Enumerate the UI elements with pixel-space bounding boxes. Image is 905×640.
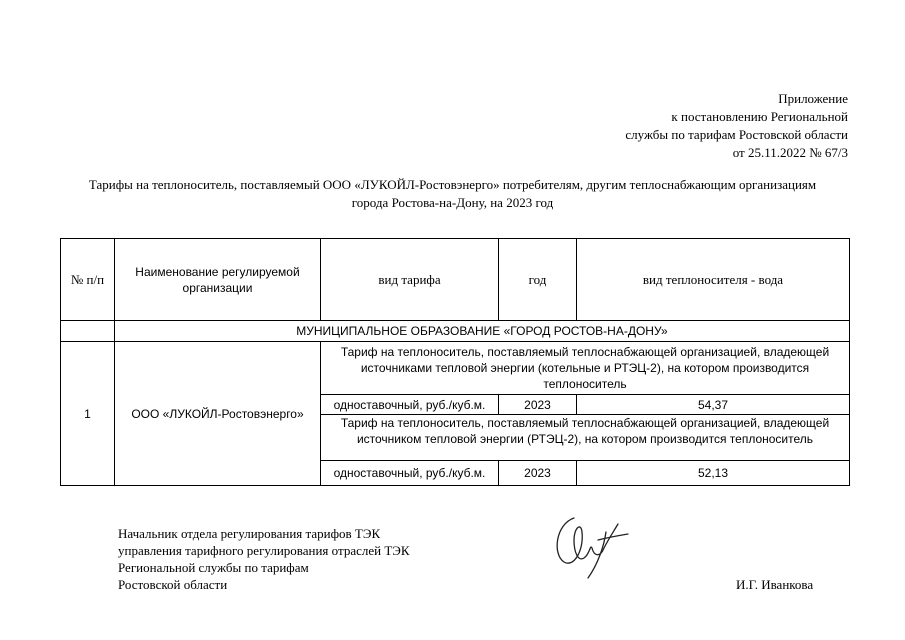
signature-position-block xyxy=(118,525,410,593)
position-line-2: управления тарифного регулирования отраслей ТЭК xyxy=(118,543,410,558)
tariff-type-2: одноставочный, руб./куб.м. xyxy=(321,461,499,486)
tariff-type-1: одноставочный, руб./куб.м. xyxy=(321,395,499,415)
appendix-line-4: от 25.11.2022 № 67/3 xyxy=(732,145,848,160)
tariff-year-1: 2023 xyxy=(499,395,577,415)
handwritten-signature xyxy=(548,510,638,582)
document-title xyxy=(40,176,865,212)
tariff-value-1: 54,37 xyxy=(577,395,850,415)
position-line-4: Ростовской области xyxy=(118,577,228,592)
header-year: год xyxy=(499,239,577,321)
tariff-description-1: Тариф на теплоноситель, поставляемый теплоснабжающей организацией, владеющей источниками тепловой энергии (котельные и РТЭЦ-2), на котором производится теплоноситель xyxy=(321,342,850,395)
appendix-line-2: к постановлению Региональной xyxy=(671,109,848,124)
tariff-year-2: 2023 xyxy=(499,461,577,486)
header-org: Наименование регулируемой организации xyxy=(115,239,321,321)
header-row xyxy=(61,239,850,321)
position-line-1: Начальник отдела регулирования тарифов ТЭК xyxy=(118,526,381,541)
section-title: МУНИЦИПАЛЬНОЕ ОБРАЗОВАНИЕ «ГОРОД РОСТОВ-НА-ДОНУ» xyxy=(115,321,850,342)
row-organization: ООО «ЛУКОЙЛ-Ростовэнерго» xyxy=(115,342,321,486)
appendix-block xyxy=(625,90,848,162)
tariff-description-2: Тариф на теплоноситель, поставляемый теплоснабжающей организацией, владеющей источником тепловой энергии (РТЭЦ-2), на котором производится теплоноситель xyxy=(321,415,850,461)
header-num: № п/п xyxy=(61,239,115,321)
title-line-2: города Ростова-на-Дону, на 2023 год xyxy=(351,195,554,210)
signer-name: И.Г. Иванкова xyxy=(736,577,814,592)
tariff-value-2: 52,13 xyxy=(577,461,850,486)
tariff-table xyxy=(60,238,850,486)
section-row xyxy=(61,321,850,342)
header-carrier: вид теплоносителя - вода xyxy=(577,239,850,321)
appendix-line-1: Приложение xyxy=(778,91,848,106)
table-row xyxy=(61,342,850,395)
position-line-3: Региональной службы по тарифам xyxy=(118,560,309,575)
header-tariff-type: вид тарифа xyxy=(321,239,499,321)
row-number: 1 xyxy=(61,342,115,486)
appendix-line-3: службы по тарифам Ростовской области xyxy=(625,127,848,142)
title-line-1: Тарифы на теплоноситель, поставляемый ООО «ЛУКОЙЛ-Ростовэнерго» потребителям, другим теплоснабжающим организациям xyxy=(88,177,817,192)
